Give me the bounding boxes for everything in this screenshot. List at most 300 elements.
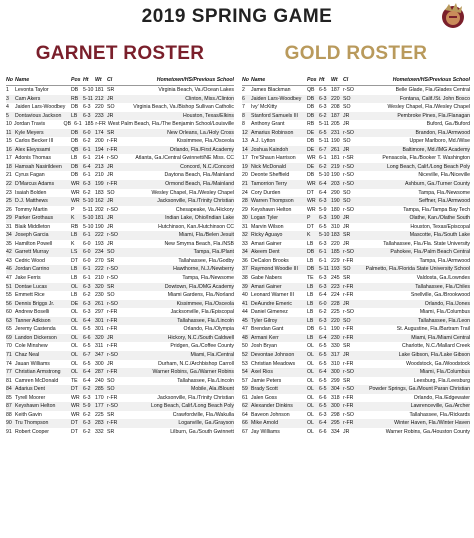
player-height: 6-1 [319,326,327,333]
player-hometown: Long Beach, Calif./Long Beach Poly [150,403,234,410]
player-number: 23 [6,189,12,196]
player-weight: 181 [95,215,104,222]
player-height: 6-1 [319,257,327,264]
player-name: Keyshawn Helton [15,403,56,410]
player-hometown: Kissimmee, Fla./Osceola [176,138,234,145]
player-weight: 297 [95,309,104,316]
table-row [242,223,470,232]
player-height: 6-5 [319,343,327,350]
player-height: 6-1 [319,155,327,162]
player-height: 6-4 [319,292,327,299]
table-row [6,394,234,403]
player-position: LB [71,155,78,162]
table-row [6,385,234,394]
player-position: DB [71,138,79,145]
player-position: DT [307,223,314,230]
table-row [6,360,234,369]
header-cl: Cl [107,77,113,83]
player-weight: 318 [331,394,340,401]
player-position: WR [307,206,316,213]
player-class: JR [107,360,114,367]
player-hometown: New Smyrna Beach, Fla./NSB [164,240,234,247]
player-position: LB [71,266,78,273]
header-no: No [242,77,249,83]
player-position: DB [71,129,79,136]
player-name: Tyler Gilroy [251,317,278,324]
player-weight: 181 [331,155,340,162]
player-class: SO [343,189,351,196]
player-height: 6-2 [319,309,327,316]
player-height: 6-5 [319,377,327,384]
table-row [6,334,234,343]
player-class: SO [343,317,351,324]
player-class: SR [107,411,115,418]
table-row [242,368,470,377]
fsu-seminole-head-logo-icon [440,2,466,30]
player-hometown: Ormond Beach, Fla./Mainland [165,181,234,188]
table-row [6,248,234,257]
player-number: 20 [242,172,248,179]
player-height: 6-5 [319,129,327,136]
player-weight: 190 [331,198,340,205]
player-position: DB [71,104,79,111]
player-name: Stanford Samuels III [251,112,298,119]
player-class: r-FR [107,326,118,333]
player-weight: 194 [95,146,104,153]
player-height: 6-1 [83,266,91,273]
player-name: Carlos Becker III [15,138,54,145]
player-class: JR [107,334,114,341]
player-position: WR [71,189,80,196]
player-class: r-FR [95,121,106,128]
player-number: 67 [242,428,248,435]
table-row [242,120,470,129]
player-weight: 219 [331,163,340,170]
player-number: 36 [242,257,248,264]
player-height: 6-1 [83,146,91,153]
player-weight: 300 [331,369,340,376]
table-row [242,411,470,420]
player-position: OL [71,360,78,367]
player-hometown: Orlando, Fla./First Academy [169,146,234,153]
player-number: 10 [6,121,12,128]
player-class: SR [107,129,115,136]
table-row [242,300,470,309]
player-hometown: Pembroke Pines, Fla./Flanagan [397,112,470,119]
player-class: SR [107,257,115,264]
player-hometown: Kissimmee, Fla./Osceola [176,300,234,307]
table-row [242,360,470,369]
table-row [6,163,234,172]
player-number: 17 [242,155,248,162]
header-ht: Ht [319,77,325,83]
player-hometown: Orlando, Fla./Edgewater [413,394,470,401]
player-name: Jaiden Lars-Woodbey [251,95,302,102]
header-home: Hometown/HS/Previous School [392,77,470,83]
player-weight: 185 [84,121,94,128]
player-name: Cyrus Fagan [15,172,45,179]
player-hometown: Tallahassee, Fla./Fla. State University [383,240,470,247]
player-hometown: Dowtown, Fla./DMG Academy [164,283,234,290]
player-hometown: Loganville, Ga./Grayson [178,420,234,427]
player-position: DB [307,112,315,119]
player-weight: 213 [95,163,104,170]
player-class: r-SO [343,87,354,93]
player-weight: 317 [331,351,340,358]
player-weight: 231 [331,129,340,136]
player-weight: 190 [331,172,340,179]
player-weight: 202 [95,206,104,213]
player-class: JR [107,95,114,102]
table-row [242,325,470,334]
player-class: SR [343,232,351,239]
player-height: 6-4 [319,420,327,427]
player-class: SR [343,343,351,350]
player-hometown: Lilburn, Ga./South Gwinnett [170,428,234,435]
player-position: K [71,240,75,247]
player-height: 6-6 [83,334,91,341]
player-name: Joseph Garcia [15,232,49,239]
player-hometown: Tallahassee, Fla./Leon [418,317,470,324]
player-position: WR [307,198,316,205]
player-hometown: Tallahassee, Fla./Rickards [409,411,470,418]
player-hometown: Belle Glade, Fla./Glades Central [395,87,470,93]
player-weight: 225 [95,411,104,418]
player-height: 6-5 [319,223,327,230]
player-name: Adarius Dent [15,386,45,393]
player-weight: 320 [95,334,104,341]
player-position: QB [71,146,79,153]
player-position: LB [71,232,78,239]
table-row [242,214,470,223]
player-height: 5-9 [83,403,91,410]
player-height: 6-2 [83,428,91,435]
player-hometown: Long Beach, Calif./Long Beach Poly [386,163,470,170]
player-number: 35 [6,240,12,247]
player-position: WR [307,155,316,162]
table-row [6,129,234,138]
player-height: 6-3 [319,240,327,247]
table-row [242,402,470,411]
player-height: 5-9 [319,206,327,213]
player-hometown: Fontana, Calif./St. John Bosco [399,95,470,102]
player-name: Christian Meadows [251,360,296,367]
player-hometown: Jacksonville, Fla./Episcopal [170,309,234,316]
table-row [242,265,470,274]
player-weight: 240 [95,377,104,384]
player-number: 26 [6,206,12,213]
player-hometown: Tampa, Fla./Newsome [418,189,470,196]
player-weight: 210 [95,275,104,282]
player-weight: 222 [95,232,104,239]
player-height: 6-0 [83,129,91,136]
player-position: LB [307,309,314,316]
player-class: r-FR [107,369,118,376]
player-hometown: Hawthorne, N.J./Newberry [173,266,234,273]
player-height: 6-4 [83,317,91,324]
player-height: 6-1 [74,121,82,128]
player-weight: 190 [331,215,340,222]
table-row [242,95,470,104]
player-name: Garrett Murray [15,249,49,256]
table-row [6,317,234,326]
player-number: 44 [242,309,248,316]
player-hometown: Winter Haven, Fla./Winter Haven [394,420,470,427]
player-height: 6-5 [83,343,91,350]
player-number: 11 [6,129,12,136]
garnet-roster-title: GARNET ROSTER [35,43,205,64]
player-name: Dennis Briggs Jr. [15,300,55,307]
table-row [242,137,470,146]
player-hometown: St. Augustine, Fla./Bartram Trail [396,326,470,333]
player-position: LB [307,283,314,290]
player-position: DB [307,138,315,145]
player-height: 6-0 [83,249,91,256]
header-no: No [6,77,13,83]
player-position: DB [307,249,315,256]
player-weight: 230 [95,292,104,299]
player-name: Amarius Robinson [251,129,294,136]
player-name: Amari Gainer [251,283,282,290]
player-hometown: Daytona Beach, Fla./Mainland [164,172,234,179]
player-class: r-FR [107,181,118,188]
player-weight: 220 [331,95,340,102]
player-name: Jake Ferris [15,275,41,282]
player-weight: 187 [331,112,340,119]
player-position: OL [307,369,314,376]
table-row [242,231,470,240]
table-row [242,274,470,283]
table-row [6,214,234,223]
table-row [242,189,470,198]
player-class: JR [343,351,350,358]
player-hometown: Orlando, Fla./Olympia [183,326,234,333]
player-weight: 347 [95,351,104,358]
table-row [6,342,234,351]
player-hometown: Tampa, Fla./Armwood [419,257,470,264]
table-row [6,189,234,198]
table-row [242,394,470,403]
player-height: 6-3 [83,181,91,188]
player-class: SO [343,138,351,145]
player-hometown: Pensacola, Fla./Booker T. Washington [382,155,470,162]
player-name: Cedric Wood [15,257,45,264]
player-position: WR [307,181,316,188]
player-position: OL [71,334,78,341]
table-row [242,206,470,215]
player-position: DE [307,146,315,153]
player-name: Jordan Travis [13,121,46,128]
player-number: 19 [242,163,248,170]
player-height: 5-10 [83,215,94,222]
player-class: r-SO [107,266,118,273]
player-class: r-FR [343,394,354,401]
player-hometown: Miami, Fla./Columbus [419,309,470,316]
player-weight: 299 [331,377,340,384]
table-row [6,146,234,155]
player-number: 3 [6,95,9,102]
player-height: 6-7 [83,351,91,358]
player-position: DB [307,172,315,179]
player-class: SO [107,189,115,196]
player-class: JR [343,121,350,128]
table-row [242,317,470,326]
player-height: 5-10 [83,198,94,205]
player-position: QB [307,87,315,93]
table-row [242,385,470,394]
player-weight: 300 [331,403,340,410]
player-class: JR [107,163,114,170]
player-name: Jay Williams [251,428,280,435]
player-hometown: Chesapeake, Va./Hickory [175,206,234,213]
player-weight: 170 [95,394,104,401]
player-weight: 199 [95,181,104,188]
player-class: JR [343,223,350,230]
player-class: JR [343,240,350,247]
player-weight: 285 [95,386,104,393]
player-position: OL [307,351,314,358]
player-name: Christian Armstrong [15,369,61,376]
player-number: 52 [242,351,248,358]
player-hometown: Tampa, Fla./Plant [193,249,234,256]
player-position: WR [71,181,80,188]
table-row [6,103,234,112]
player-hometown: Miami Gardens, Fla./Norland [167,292,234,299]
player-weight: 193 [95,240,104,247]
player-height: 6-2 [83,292,91,299]
player-height: 6-4 [319,181,327,188]
player-name: Jordan Carrino [15,266,50,273]
player-height: 6-3 [83,283,91,290]
player-class: r-SO [343,172,354,179]
player-name: Cam Akers [15,95,41,102]
player-class: r-FR [107,309,118,316]
player-weight: 229 [331,257,340,264]
player-hometown: Miami, Fla./Belen Jesuit [178,232,234,239]
player-name: Dontae Lucas [15,283,48,290]
player-number: 25 [6,198,12,205]
table-row [6,240,234,249]
player-name: Emmett Rice [15,292,45,299]
player-height: 6-0 [83,257,91,264]
player-number: 40 [242,292,248,299]
player-number: 43 [6,257,12,264]
player-class: r-SO [107,232,118,239]
player-height: 6-4 [83,377,91,384]
player-position: OL [307,411,314,418]
player-name: Keyshawn Helton [251,206,292,213]
header-pos: Pos [307,77,317,83]
player-position: OL [71,369,78,376]
player-name: Ricky Aguayo [251,232,283,239]
table-row [6,112,234,121]
player-height: 6-1 [83,155,91,162]
player-weight: 234 [95,249,104,256]
player-name: Mike Arnold [251,420,279,427]
player-name: D.J. Matthews [15,198,48,205]
player-name: Kyle Meyers [15,129,44,136]
player-name: Marvin Wilson [251,223,284,230]
player-position: LB [307,292,314,299]
player-weight: 174 [95,129,104,136]
player-number: 60 [6,309,12,316]
player-number: 8 [242,112,245,119]
table-row [242,377,470,386]
gold-roster-title: GOLD ROSTER [284,43,428,64]
player-number: 8 [242,121,245,128]
table-row [242,248,470,257]
player-number: 4 [6,104,9,111]
player-number: 30 [242,215,248,222]
player-name: Brendan Gant [251,326,284,333]
player-height: 6-2 [83,386,91,393]
player-weight: 205 [331,121,340,128]
player-number: 16 [6,146,12,153]
player-class: r-FR [107,394,118,401]
player-class: r-SO [343,129,354,136]
table-row [242,146,470,155]
player-number: 64 [242,411,248,418]
player-position: OL [71,343,78,350]
player-name: Camren McDonald [15,377,59,384]
player-height: 6-3 [319,198,327,205]
player-class: r-FR [107,317,118,324]
player-position: K [71,215,75,222]
player-class: SO [107,292,115,299]
player-position: DB [307,266,315,273]
player-hometown: Ashburn, Ga./Turner County [405,181,470,188]
table-row [242,342,470,351]
player-height: 6-5 [83,326,91,333]
garnet-table-body [6,86,234,436]
player-class: r-SO [107,206,118,213]
player-hometown: Mascotte, Fla./South Lake [409,232,470,239]
player-class: JR [343,112,350,119]
player-weight: 193 [331,266,340,273]
player-height: 6-3 [83,420,91,427]
player-hometown: Lake Gibson, Fla./Lake Gibson [398,351,470,358]
player-number: 59 [242,386,248,393]
player-hometown: Orlando, Fla./Jones [424,300,470,307]
table-row [6,291,234,300]
table-row [6,206,234,215]
player-position: OL [71,309,78,316]
player-number: 29 [242,206,248,213]
player-position: LB [71,275,78,282]
player-hometown: Niceville, Fla./Niceville [418,172,470,179]
player-hometown: Mobile, Ala./Blount [191,386,234,393]
player-number: 74 [6,360,12,367]
table-row [242,86,470,95]
player-position: RB [71,95,79,102]
player-name: Cole Minshew [15,343,48,350]
table-row [6,325,234,334]
player-name: Amari Gainer [251,240,282,247]
table-row [6,419,234,428]
player-class: r-FR [343,420,354,427]
player-position: TE [307,275,314,282]
player-height: 6-3 [83,394,91,401]
player-hometown: Tallahassee, Fla./Lincoln [177,377,234,384]
player-name: Devontae Johnson [251,351,295,358]
player-weight: 245 [331,275,340,282]
player-weight: 230 [331,334,340,341]
table-row [6,368,234,377]
player-position: OL [307,428,314,435]
player-number: 81 [6,377,12,384]
player-weight: 214 [95,155,104,162]
player-number: 15 [6,138,12,145]
